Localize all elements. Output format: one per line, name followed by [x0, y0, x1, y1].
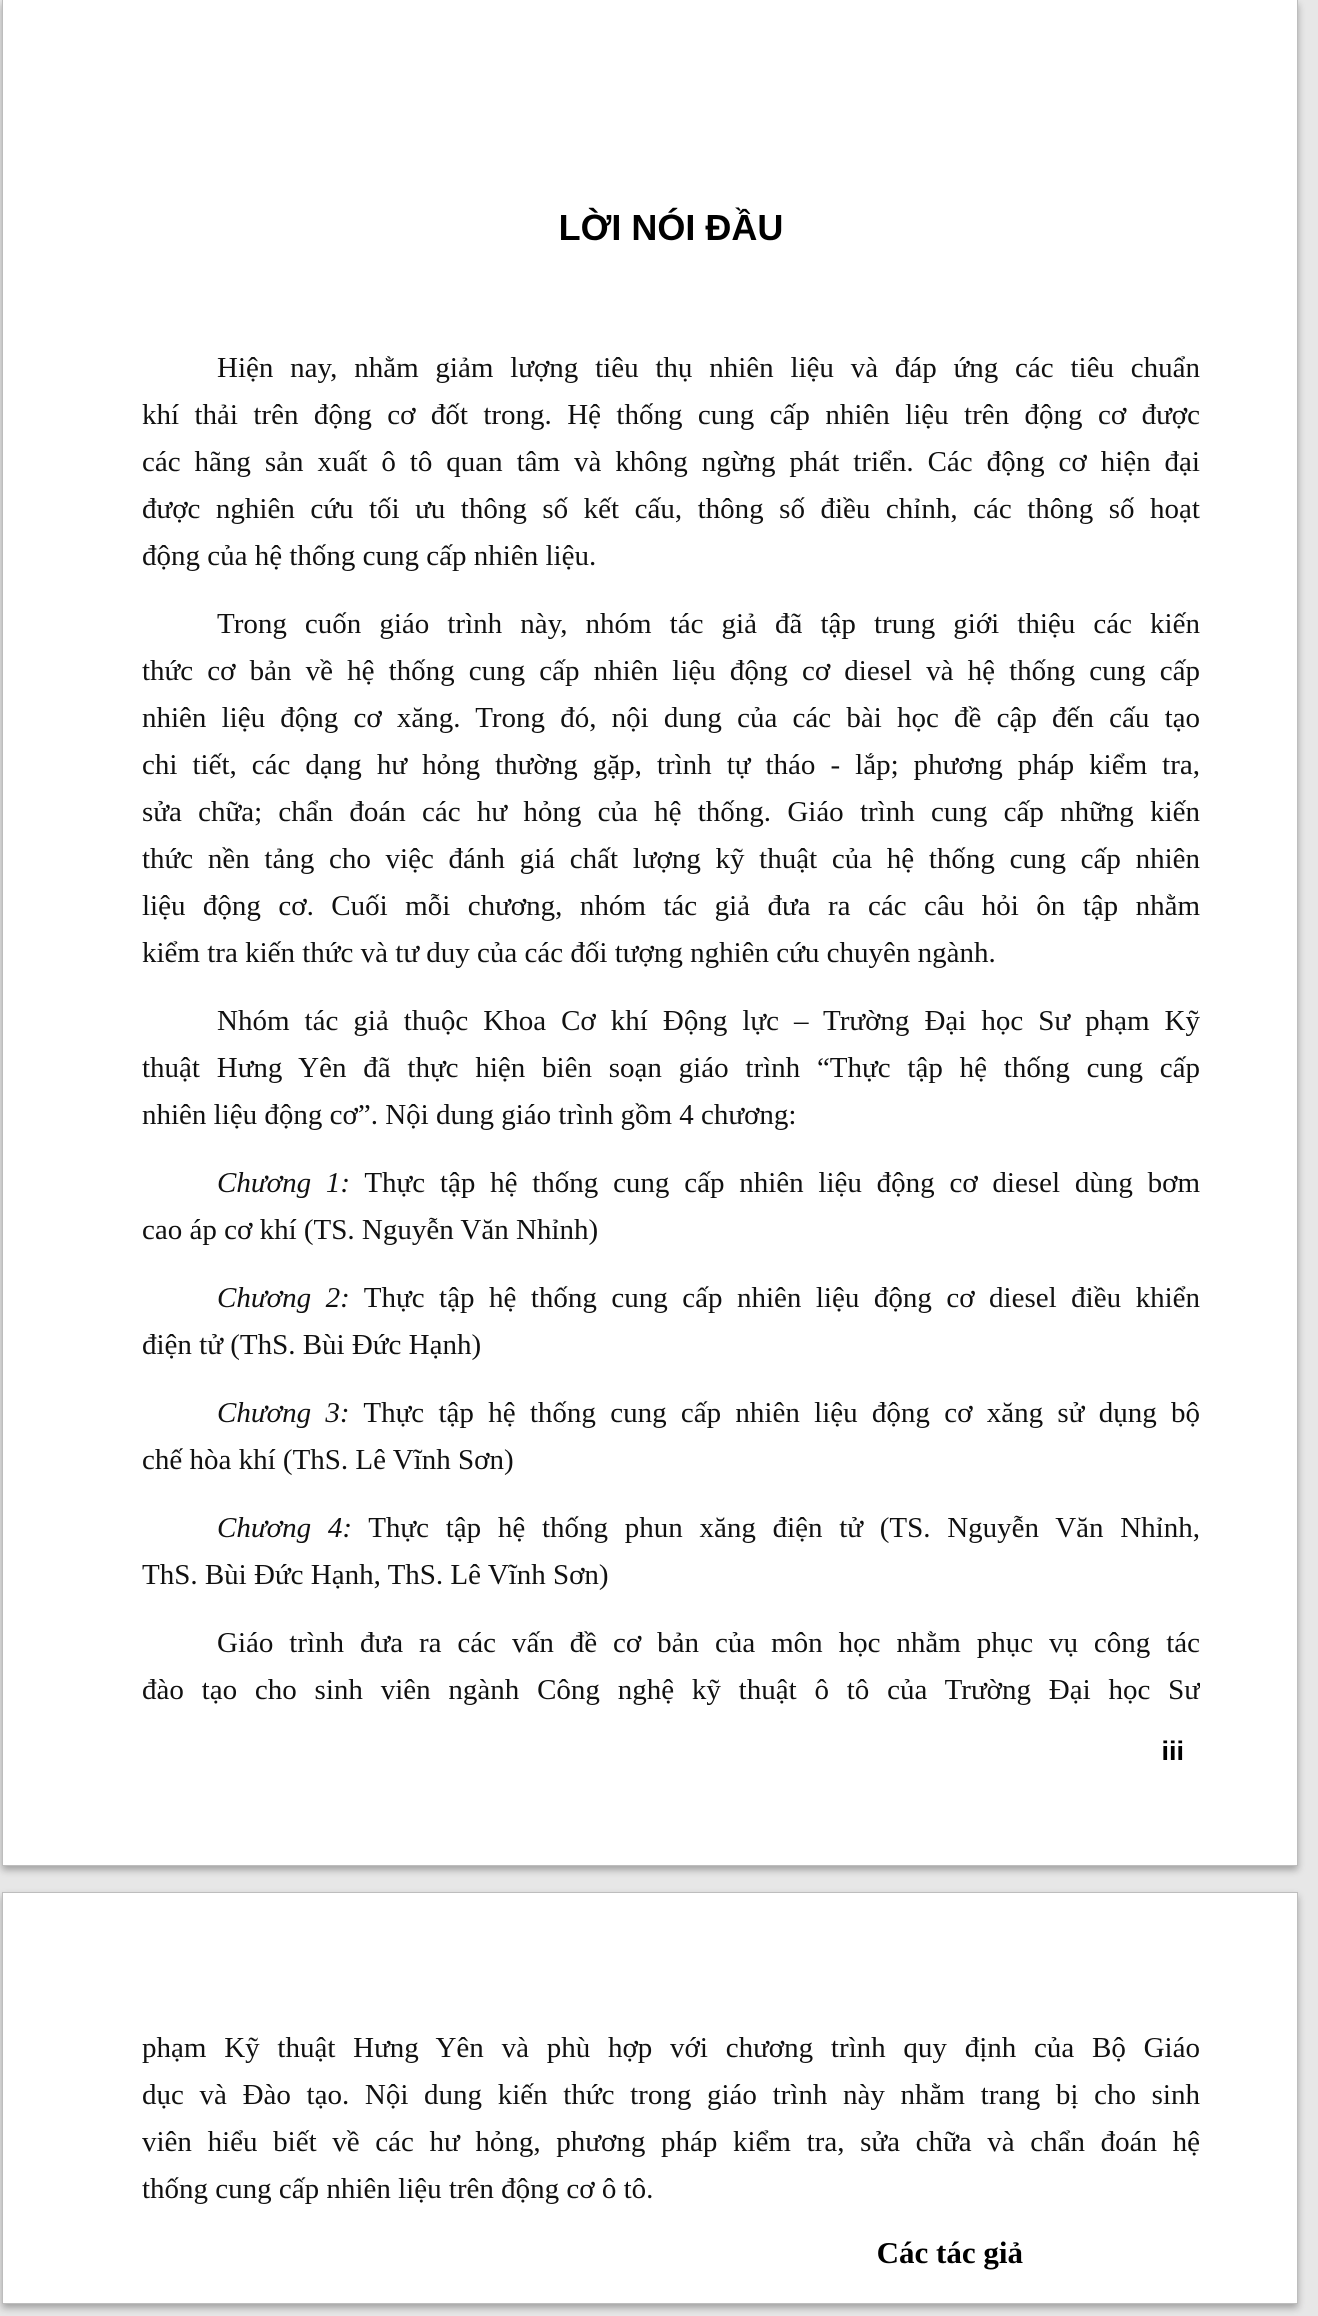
text-line: Nhóm tác giả thuộc Khoa Cơ khí Động lực – Trường Đại học Sư phạm Kỹ [217, 1005, 1200, 1037]
text-line: điện tử (ThS. Bùi Đức Hạnh) [142, 1329, 482, 1361]
authors-signature: Các tác giả [876, 2235, 1023, 2270]
text-line: Chương 1: Thực tập hệ thống cung cấp nhiên liệu động cơ diesel dùng bơm [217, 1167, 1200, 1199]
text-line: ThS. Bùi Đức Hạnh, ThS. Lê Vĩnh Sơn) [142, 1559, 609, 1591]
text-line: chi tiết, các dạng hư hỏng thường gặp, trình tự tháo - lắp; phương pháp kiểm tra, [142, 749, 1200, 781]
chapter-number-label: Chương 2: [217, 1282, 350, 1314]
page-title: LỜI NÓI ĐẦU [558, 207, 784, 248]
page-2-content [3, 2025, 1297, 2276]
text-line: Trong cuốn giáo trình này, nhóm tác giả đã tập trung giới thiệu các kiến [217, 608, 1200, 640]
paragraph [142, 2025, 1200, 2213]
text-line: khí thải trên động cơ đốt trong. Hệ thống cung cấp nhiên liệu trên động cơ được [142, 399, 1200, 431]
text-line: Hiện nay, nhằm giảm lượng tiêu thụ nhiên liệu và đáp ứng các tiêu chuẩn [217, 352, 1200, 384]
text-line: Chương 2: Thực tập hệ thống cung cấp nhiên liệu động cơ diesel điều khiển [217, 1282, 1200, 1314]
paragraph [142, 1275, 1200, 1369]
text-line: nhiên liệu động cơ”. Nội dung giáo trình gồm 4 chương: [142, 1099, 797, 1131]
text-line: động của hệ thống cung cấp nhiên liệu. [142, 540, 597, 572]
paragraph [142, 998, 1200, 1139]
page-1-paragraphs [142, 345, 1200, 1714]
paragraph [142, 1505, 1200, 1599]
chapter-number-label: Chương 3: [217, 1397, 350, 1429]
text-line: dục và Đào tạo. Nội dung kiến thức trong giáo trình này nhằm trang bị cho sinh [142, 2079, 1200, 2111]
text-line: thống cung cấp nhiên liệu trên động cơ ô tô. [142, 2173, 654, 2205]
text-line: kiểm tra kiến thức và tư duy của các đối tượng nghiên cứu chuyên ngành. [142, 937, 996, 969]
text-line: thức nền tảng cho việc đánh giá chất lượng kỹ thuật của hệ thống cung cấp nhiên [142, 843, 1200, 875]
text-line: nhiên liệu động cơ xăng. Trong đó, nội dung của các bài học đề cập đến cấu tạo [142, 702, 1200, 734]
text-line: các hãng sản xuất ô tô quan tâm và không ngừng phát triển. Các động cơ hiện đại [142, 446, 1200, 478]
text-line: cao áp cơ khí (TS. Nguyễn Văn Nhỉnh) [142, 1214, 599, 1246]
page-1 [2, 0, 1298, 1866]
text-line: thức cơ bản về hệ thống cung cấp nhiên liệu động cơ diesel và hệ thống cung cấp [142, 655, 1200, 687]
text-line: Chương 3: Thực tập hệ thống cung cấp nhiên liệu động cơ xăng sử dụng bộ [217, 1397, 1200, 1429]
text-line: phạm Kỹ thuật Hưng Yên và phù hợp với chương trình quy định của Bộ Giáo [142, 2032, 1200, 2064]
text-line: thuật Hưng Yên đã thực hiện biên soạn giáo trình “Thực tập hệ thống cung cấp [142, 1052, 1200, 1084]
text-line: Giáo trình đưa ra các vấn đề cơ bản của môn học nhằm phục vụ công tác [217, 1627, 1200, 1659]
text-line: liệu động cơ. Cuối mỗi chương, nhóm tác giả đưa ra các câu hỏi ôn tập nhằm [142, 890, 1200, 922]
chapter-number-label: Chương 4: [217, 1512, 353, 1544]
paragraph [142, 1620, 1200, 1714]
paragraph [142, 1390, 1200, 1484]
text-line: được nghiên cứu tối ưu thông số kết cấu, thông số điều chỉnh, các thông số hoạt [142, 493, 1200, 525]
text-line: đào tạo cho sinh viên ngành Công nghệ kỹ thuật ô tô của Trường Đại học Sư [142, 1674, 1200, 1706]
paragraph [142, 1160, 1200, 1254]
paragraph [142, 345, 1200, 580]
text-line: viên hiểu biết về các hư hỏng, phương pháp kiểm tra, sửa chữa và chẩn đoán hệ [142, 2126, 1200, 2158]
page-number: iii [1161, 1736, 1184, 1766]
chapter-number-label: Chương 1: [217, 1167, 351, 1199]
text-line: sửa chữa; chẩn đoán các hư hỏng của hệ thống. Giáo trình cung cấp những kiến [142, 796, 1200, 828]
text-line: chế hòa khí (ThS. Lê Vĩnh Sơn) [142, 1444, 514, 1476]
paragraph [142, 601, 1200, 977]
text-line: Chương 4: Thực tập hệ thống phun xăng điện tử (TS. Nguyễn Văn Nhỉnh, [217, 1512, 1200, 1544]
page-2 [2, 1892, 1298, 2304]
page-2-paragraphs [142, 2025, 1200, 2213]
page-1-content [3, 203, 1297, 1771]
